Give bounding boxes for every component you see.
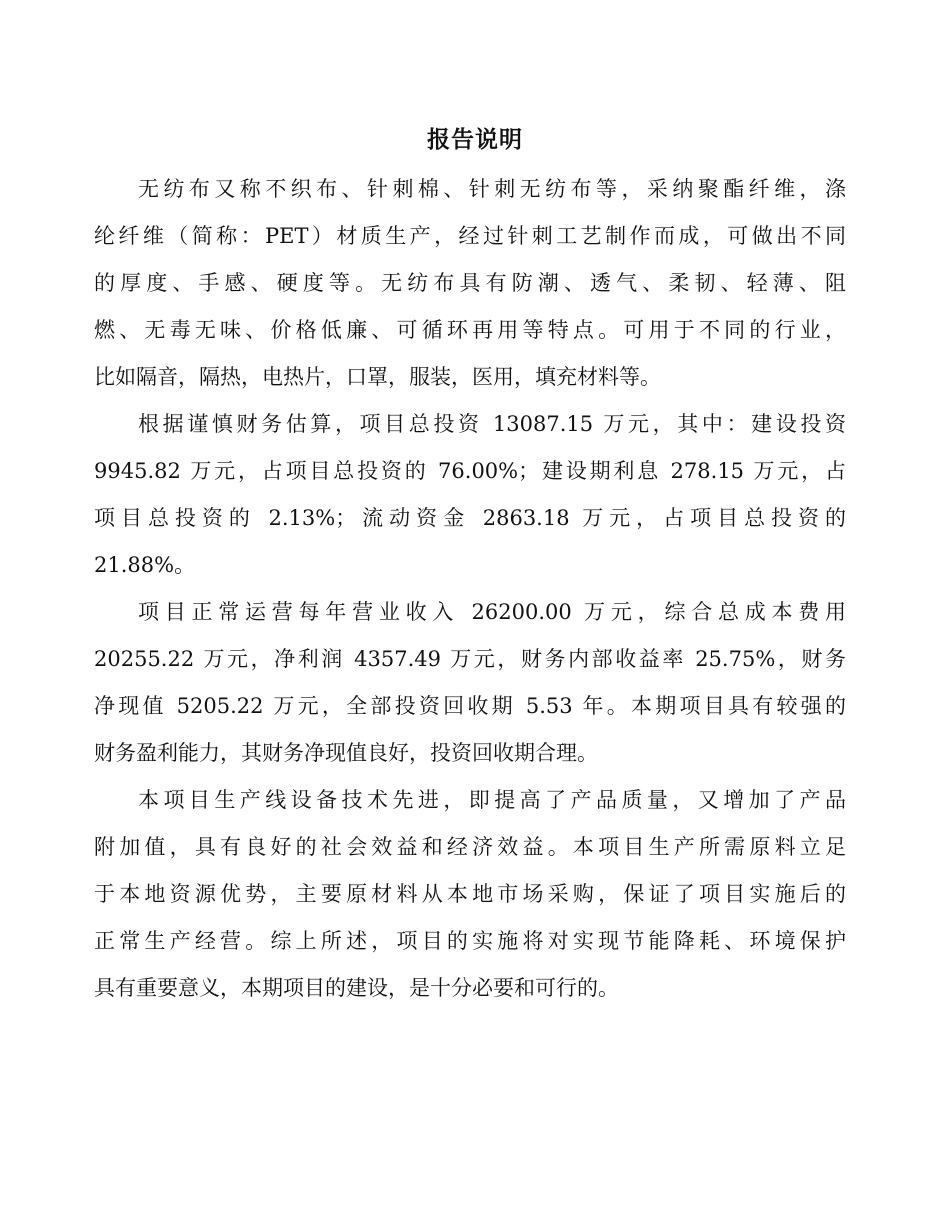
text-line: 无纺布又称不织布、针刺棉、针刺无纺布等，采纳聚酯纤维，涤 [138,177,846,201]
text-line: 21.88%。 [94,553,196,577]
text-line: 项目总投资的 2.13%；流动资金 2863.18 万元，占项目总投资的 [94,506,846,530]
paragraph [94,777,846,1012]
page-title: 报告说明 [427,126,523,153]
text-line: 纶纤维（简称：PET）材质生产，经过针刺工艺制作而成，可做出不同 [94,224,846,248]
paragraph [94,166,846,401]
paragraph [94,589,846,777]
text-line: 根据谨慎财务估算，项目总投资 13087.15 万元，其中：建设投资 [138,412,846,436]
text-line: 比如隔音，隔热，电热片，口罩，服装，医用，填充材料等。 [94,365,661,389]
text-line: 净现值 5205.22 万元，全部投资回收期 5.53 年。本期项目具有较强的 [94,694,846,718]
paragraph [94,401,846,589]
text-line: 9945.82 万元，占项目总投资的 76.00%；建设期利息 278.15 万元，占 [94,459,846,483]
text-line: 于本地资源优势，主要原材料从本地市场采购，保证了项目实施后的 [94,882,846,906]
text-line: 财务盈利能力，其财务净现值良好，投资回收期合理。 [94,741,598,765]
text-line: 附加值，具有良好的社会效益和经济效益。本项目生产所需原料立足 [94,835,846,859]
text-line: 正常生产经营。综上所述，项目的实施将对实现节能降耗、环境保护 [94,929,846,953]
document-body [94,166,846,1012]
text-line: 20255.22 万元，净利润 4357.49 万元，财务内部收益率 25.75%，财务 [94,647,846,671]
text-line: 具有重要意义，本期项目的建设，是十分必要和可行的。 [94,976,619,1000]
text-line: 的厚度、手感、硬度等。无纺布具有防潮、透气、柔韧、轻薄、阻 [94,271,846,295]
text-line: 燃、无毒无味、价格低廉、可循环再用等特点。可用于不同的行业， [94,318,846,342]
text-line: 项目正常运营每年营业收入 26200.00 万元，综合总成本费用 [138,600,846,624]
text-line: 本项目生产线设备技术先进，即提高了产品质量，又增加了产品 [138,788,846,812]
